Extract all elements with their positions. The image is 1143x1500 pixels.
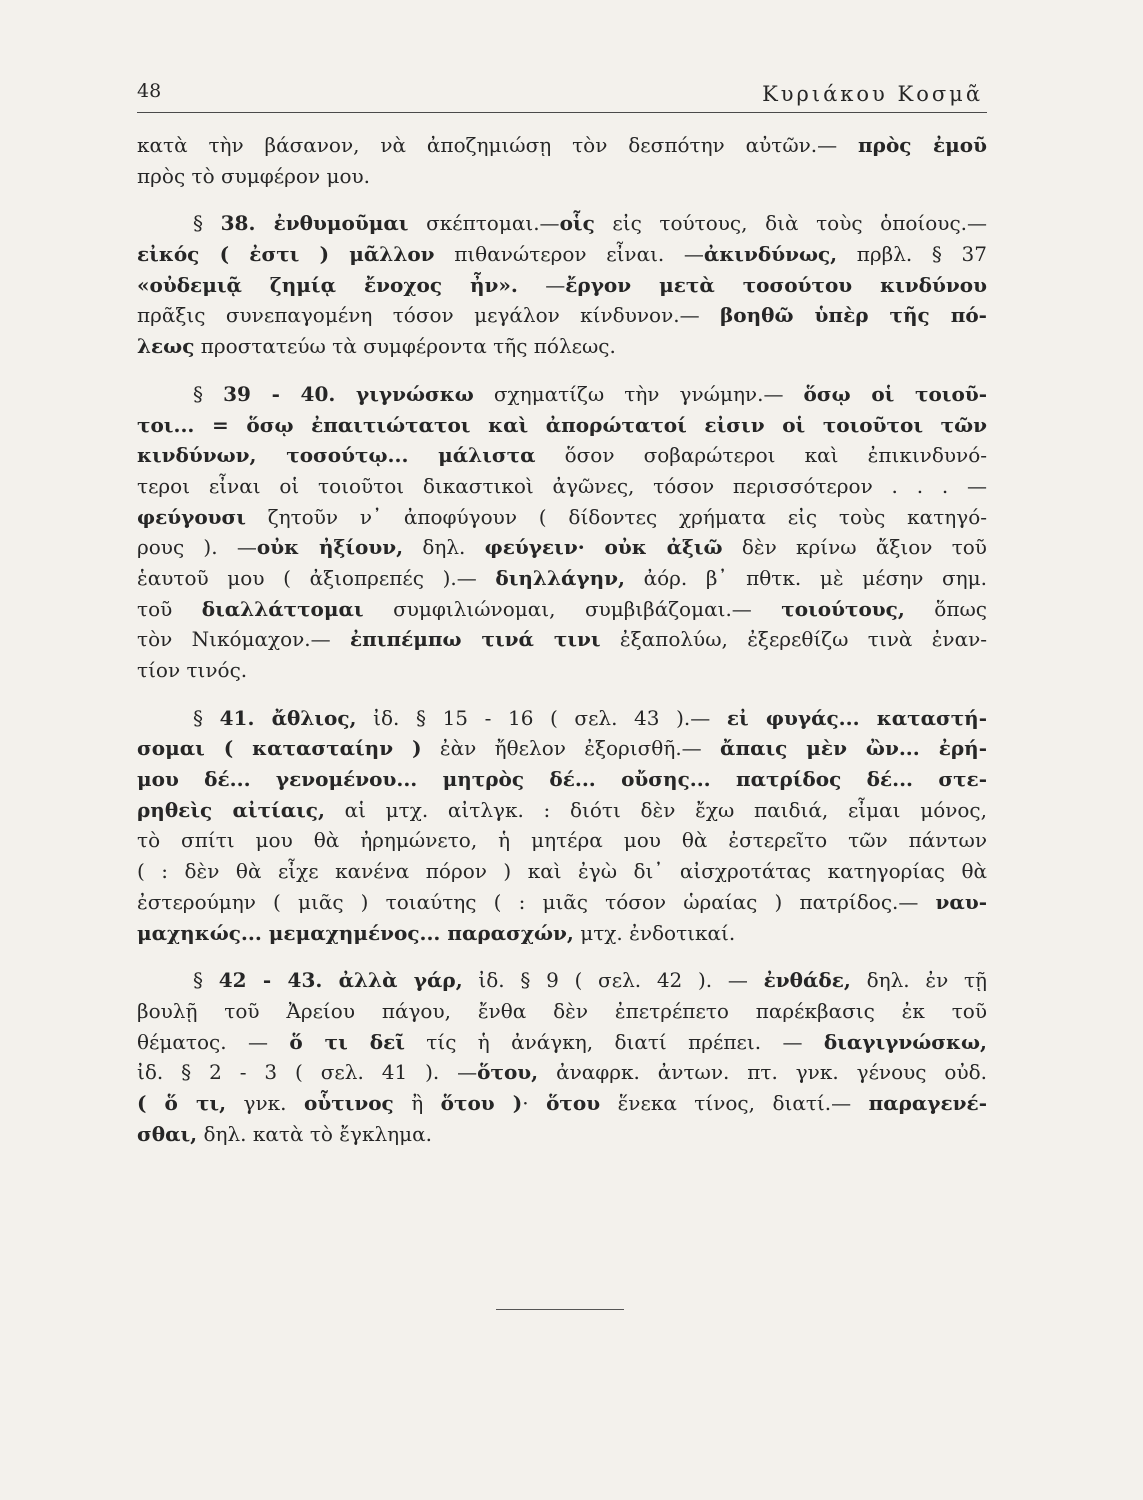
gloss-text: προστατεύω τὰ συμφέροντα τῆς πόλεως. [194, 334, 616, 359]
gloss-text: δηλ. κατὰ τὸ ἔγκλημα. [197, 1121, 432, 1146]
gloss-text: δηλ. ἐν τῇ [850, 968, 987, 993]
text-line [137, 764, 987, 795]
gloss-text: βουλῇ τοῦ Ἀρείου πάγου, ἔνθα δὲν ἐπετρέπετο παρέκβασις ἐκ τοῦ [137, 998, 987, 1023]
page-header [137, 74, 987, 113]
commentary-text [137, 130, 987, 1149]
gloss-text: τεροι εἶναι οἱ τοιοῦτοι δικαστικοὶ ἀγῶνες, τόσον περισσότερον . . . — [137, 473, 987, 498]
gloss-text: δὲν κρίνω ἄξιον τοῦ [722, 535, 987, 560]
paragraph [137, 379, 987, 686]
gloss-text: § [193, 381, 224, 406]
paragraph [137, 965, 987, 1149]
paragraph-gap [137, 191, 987, 208]
headword: ἀκινδύνως, [703, 242, 838, 267]
paragraph [137, 703, 987, 949]
headword: ναυ- [935, 889, 987, 914]
gloss-text: πρβλ. § 37 [837, 242, 987, 267]
gloss-text: δηλ. [403, 535, 485, 560]
headword: σομαι ( κατασταίην ) [137, 736, 422, 761]
gloss-text: ( : δὲν θὰ εἶχε κανένα πόρον ) καὶ ἐγὼ δι᾽ αἰσχροτάτας κατηγορίας θὰ [137, 859, 987, 884]
gloss-text: σκέπτομαι.— [408, 211, 560, 236]
headword: διηλλάγην, [495, 565, 625, 590]
gloss-text: πρᾶξις συνεπαγομένη τόσον μεγάλον κίνδυνον.— [137, 303, 720, 328]
gloss-text: ρους ). — [137, 535, 257, 560]
gloss-text: τίον τινός. [137, 658, 248, 682]
headword: φεύγουσι [137, 504, 246, 529]
headword: σθαι, [137, 1121, 198, 1146]
gloss-text: ἀόρ. β᾽ πθτκ. μὲ μέσην σημ. [624, 565, 987, 590]
headword: ὅσῳ οἱ τοιοῦ- [803, 381, 987, 406]
headword: 38. ἐνθυμοῦμαι [220, 211, 409, 236]
gloss-text: ἢ [393, 1090, 441, 1115]
gloss-text: τοῦ [137, 596, 202, 621]
text-line [137, 502, 987, 533]
headword: ἔργον μετὰ τοσούτου κινδύνου [565, 272, 987, 297]
paragraph-gap [137, 686, 987, 703]
gloss-text: ἰδ. § 15 - 16 ( σελ. 43 ).— [356, 705, 727, 730]
gloss-text: ὅσον σοβαρώτεροι καὶ ἐπικινδυνό- [535, 443, 987, 468]
gloss-text: τὸ σπίτι μου θὰ ἠρημώνετο, ἡ μητέρα μου θὰ ἐστερεῖτο τῶν πάντων [137, 828, 987, 853]
headword: ( ὅ τι, [137, 1090, 227, 1115]
paragraph [137, 130, 987, 191]
paragraph-gap [137, 948, 987, 965]
text-line [137, 331, 987, 362]
gloss-text: πρὸς τὸ συμφέρον μου. [137, 163, 371, 188]
headword: τοιούτους, [781, 596, 905, 621]
text-line [137, 161, 987, 192]
headword: διαγιγνώσκω, [823, 1029, 987, 1054]
text-line [137, 655, 987, 686]
headword: ρηθεὶς αἰτίαις, [137, 797, 325, 822]
gloss-text: θέματος. — [137, 1029, 290, 1054]
end-rule [496, 1309, 624, 1310]
gloss-text: γνκ. [226, 1090, 304, 1115]
text-line [137, 563, 987, 594]
text-line [137, 856, 987, 887]
text-line [137, 1119, 987, 1150]
text-line [137, 208, 987, 239]
text-line [137, 440, 987, 471]
gloss-text: ἕνεκα τίνος, διατί.— [600, 1090, 869, 1115]
gloss-text: τίς ἡ ἀνάγκη, διατί πρέπει. — [404, 1029, 824, 1054]
gloss-text: ἰδ. § 2 - 3 ( σελ. 41 ). — [137, 1060, 478, 1085]
headword: παραγενέ- [868, 1090, 987, 1115]
headword: οἷς [559, 211, 595, 236]
headword: ὅ τι δεῖ [289, 1029, 405, 1054]
headword: διαλλάττομαι [201, 596, 364, 621]
headword: λεως [137, 334, 195, 359]
gloss-text: ἰδ. § 9 ( σελ. 42 ). — [462, 968, 764, 993]
headword: ὅτου ) [440, 1090, 523, 1115]
running-title: Κυριάκου Κοσμᾶ [762, 82, 983, 106]
text-line [137, 1027, 987, 1058]
gloss-text: § [193, 211, 221, 236]
gloss-text: μτχ. ἐνδοτικαί. [573, 920, 736, 945]
text-line [137, 300, 987, 331]
headword: φεύγειν· οὐκ ἀξιῶ [484, 535, 723, 560]
headword: οὗτινος [303, 1090, 394, 1115]
headword: τοι... = ὅσῳ ἐπαιτιώτατοι καὶ ἀπορώτατοί εἰσιν οἱ τοιοῦτοι τῶν [137, 412, 987, 437]
headword: «οὐδεμιᾷ ζημίᾳ ἔνοχος ἦν». [137, 272, 518, 297]
text-line [137, 918, 987, 949]
paragraph [137, 208, 987, 361]
text-line [137, 594, 987, 625]
text-line [137, 733, 987, 764]
text-line [137, 825, 987, 856]
text-line [137, 1057, 987, 1088]
text-line [137, 471, 987, 502]
text-line [137, 996, 987, 1027]
text-line [137, 239, 987, 270]
gloss-text: αἱ μτχ. αἰτλγκ. : διότι δὲν ἔχω παιδιά, εἶμαι μόνος, [324, 797, 987, 822]
gloss-text: ἀναφρκ. ἀντων. πτ. γνκ. γένους οὐδ. [538, 1060, 987, 1085]
headword: ἐπιπέμπω τινά τινι [350, 627, 601, 652]
headword: μου δέ... γενομένου... μητρὸς δέ... οὔσης... πατρίδος δέ... στε- [137, 767, 987, 792]
gloss-text: § [193, 705, 220, 730]
headword: εἰ φυγάς... καταστή- [726, 705, 987, 730]
gloss-text: ζητοῦν ν᾽ ἀποφύγουν ( δίδοντες χρήματα εἰς τοὺς κατηγό- [245, 504, 987, 529]
gloss-text: κατὰ τὴν βάσανον, νὰ ἀποζημιώσῃ τὸν δεσπότην αὐτῶν.— [137, 133, 859, 157]
headword: κινδύνων, τοσούτῳ... μάλιστα [137, 443, 536, 468]
headword: ὅτου, [477, 1060, 539, 1085]
gloss-text: πιθανώτερον εἶναι. — [434, 242, 704, 267]
headword: 42 - 43. ἀλλὰ γάρ, [218, 968, 463, 993]
headword: 39 - 40. γιγνώσκω [223, 381, 474, 406]
headword: πρὸς ἐμοῦ [858, 133, 987, 157]
text-line [137, 703, 987, 734]
gloss-text: εἰς τούτους, διὰ τοὺς ὁποίους.— [594, 211, 987, 236]
gloss-text: · [522, 1090, 547, 1115]
gloss-text: ἑαυτοῦ μου ( ἀξιοπρεπές ).— [137, 565, 496, 590]
gloss-text: ἐστερούμην ( μιᾶς ) τοιαύτης ( : μιᾶς τόσον ὡραίας ) πατρίδος.— [137, 889, 936, 914]
text-line [137, 379, 987, 410]
gloss-text: ἐξαπολύω, ἐξερεθίζω τινὰ ἐναν- [600, 627, 987, 652]
headword: οὐκ ἠξίουν, [256, 535, 404, 560]
gloss-text: ὅπως [904, 596, 987, 621]
gloss-text: — [517, 272, 566, 297]
gloss-text: συμφιλιώνομαι, συμβιβάζομαι.— [363, 596, 782, 621]
text-line [137, 130, 987, 161]
text-line [137, 410, 987, 441]
text-line [137, 270, 987, 301]
headword: ἄπαις μὲν ὢν... ἐρή- [720, 736, 987, 761]
text-line [137, 532, 987, 563]
text-line [137, 624, 987, 655]
gloss-text: σχηματίζω τὴν γνώμην.— [473, 381, 804, 406]
gloss-text: § [193, 968, 219, 993]
headword: μαχηκώς... μεμαχημένος... παρασχών, [137, 920, 574, 945]
page-number: 48 [137, 80, 162, 102]
headword: ὅτου [546, 1090, 601, 1115]
gloss-text: τὸν Νικόμαχον.— [137, 627, 350, 652]
text-line [137, 795, 987, 826]
headword: 41. ἄθλιος, [219, 705, 357, 730]
headword: εἰκός ( ἐστι ) μᾶλλον [137, 242, 435, 267]
text-line [137, 965, 987, 996]
text-line [137, 887, 987, 918]
paragraph-gap [137, 362, 987, 379]
headword: βοηθῶ ὑπὲρ τῆς πό- [720, 303, 987, 328]
text-line [137, 1088, 987, 1119]
gloss-text: ἐὰν ἤθελον ἐξορισθῆ.— [421, 736, 721, 761]
headword: ἐνθάδε, [763, 968, 851, 993]
